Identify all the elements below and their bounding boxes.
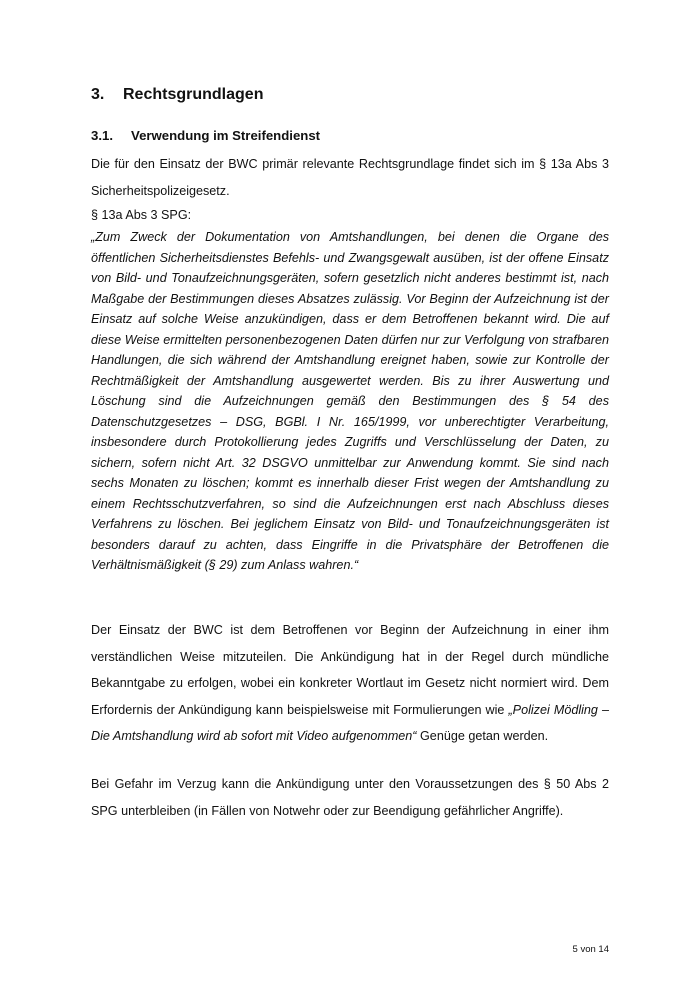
intro-paragraph: Die für den Einsatz der BWC primär relevante Rechtsgrundlage findet sich im § 13a Abs 3 Sicherheitspolizeigesetz. xyxy=(91,157,609,198)
section-heading xyxy=(91,86,263,104)
subsection-title: Verwendung im Streifendienst xyxy=(131,128,321,143)
subsection-number: 3.1. xyxy=(91,128,113,143)
page-number: 5 von 14 xyxy=(572,944,609,955)
body-paragraph-2: Bei Gefahr im Verzug kann die Ankündigung unter den Voraussetzungen des § 50 Abs 2 SPG unterbleiben (in Fällen von Notwehr oder zur Beendigung gefährlicher Angriffe). xyxy=(91,777,609,818)
subsection-heading xyxy=(91,128,320,143)
law-quote: „Zum Zweck der Dokumentation von Amtshandlungen, bei denen die Organe des öffentlichen Sicherheitsdienstes Befehls- und Zwangsgewalt ausüben, ist der offene Einsatz von Bild- und Tonaufzeichnungsgeräten, sofern gesetzlich nicht anderes bestimmt ist, nach Maßgabe der Bestimmungen dieses Absatzes zulässig. Vor Beginn der Aufzeichnung ist der Einsatz auf solche Weise anzukündigen, dass er dem Betroffenen bekannt wird. Die auf diese Weise ermittelten personenbezogenen Daten dürfen nur zur Verfolgung von strafbaren Handlungen, die sich während der Amtshandlung ereignet haben, sowie zur Kontrolle der Rechtmäßigkeit der Amtshandlung ausgewertet werden. Bis zu ihrer Auswertung und Löschung sind die Aufzeichnungen gemäß den Bestimmungen des § 54 des Datenschutzgesetzes – DSG, BGBl. I Nr. 165/1999, vor unberechtigter Verarbeitung, insbesondere durch Protokollierung jedes Zugriffs und Verschlüsselung der Daten, zu sichern, sofern nicht Art. 32 DSGVO unmittelbar zur Anwendung kommt. Sie sind nach sechs Monaten zu löschen; kommt es innerhalb dieser Frist wegen der Amtshandlung zu einem Rechtsschutzverfahren, so sind die Aufzeichnungen erst nach Abschluss dieses Verfahrens zu löschen. Bei jeglichem Einsatz von Bild- und Tonaufzeichnungsgeräten ist besonders darauf zu achten, dass Eingriffe in die Privatsphäre der Betroffenen die Verhältnismäßigkeit (§ 29) zum Anlass wahren.“ xyxy=(91,230,609,572)
body-paragraph-1-ending: Genüge getan werden. xyxy=(416,729,549,743)
law-reference: § 13a Abs 3 SPG: xyxy=(91,208,192,222)
announcement-example: „Polizei Mödling – Die Amtshandlung wird ab sofort mit Video aufgenommen“ xyxy=(91,702,609,743)
section-number: 3. xyxy=(91,86,105,103)
body-paragraph-1-text: Der Einsatz der BWC ist dem Betroffenen vor Beginn der Aufzeichnung in einer ihm verständlichen Weise mitzuteilen. Die Ankündigung hat in der Regel durch mündliche Bekanntgabe zu erfolgen, wobei ein konkreter Wortlaut im Gesetz nicht normiert wird. Dem Erfordernis der Ankündigung kann beispielsweise mit Formulierungen wie xyxy=(91,623,609,717)
body-paragraph-1 xyxy=(91,617,609,750)
section-title: Rechtsgrundlagen xyxy=(123,86,264,103)
